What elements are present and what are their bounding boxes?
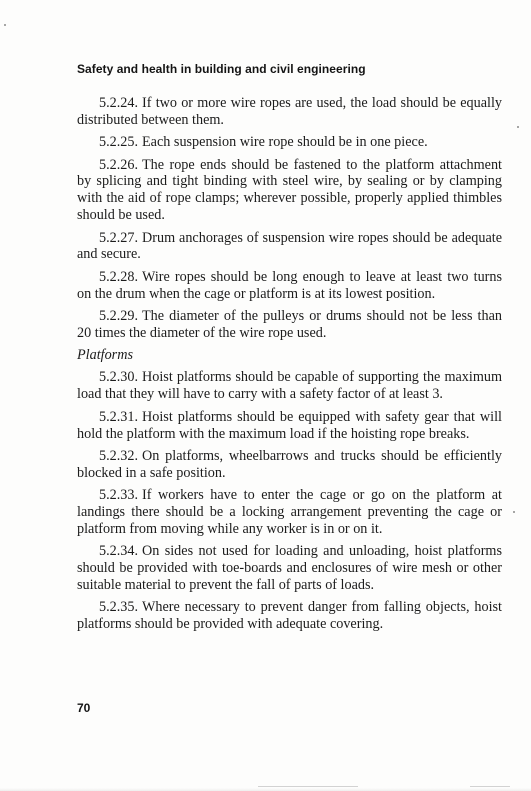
- paragraph-number: 5.2.26.: [99, 156, 139, 173]
- paragraph-5-2-32: [77, 448, 502, 482]
- paragraph-5-2-35: [77, 599, 502, 633]
- paragraph-text: The rope ends should be fastened to the platform attachment by splicing and tight binding with steel wire, by sealing or by clamping with the aid of rope clamps; wherever possible, properly applied thimbles should be used.: [77, 156, 502, 224]
- paragraph-5-2-26: [77, 157, 502, 225]
- paragraph-text: Where necessary to prevent danger from falling objects, hoist platforms should be provided with adequate covering.: [77, 599, 502, 633]
- paragraph-number: 5.2.24.: [99, 95, 139, 111]
- paragraph-number: 5.2.34.: [99, 543, 139, 560]
- paragraph-number: 5.2.31.: [99, 408, 139, 425]
- paragraph-5-2-30: [77, 369, 502, 403]
- paragraph-number: 5.2.32.: [99, 447, 139, 464]
- paragraph-5-2-24: [77, 95, 502, 129]
- paragraph-number: 5.2.25.: [99, 134, 139, 151]
- paragraph-text: Each suspension wire rope should be in one piece.: [142, 134, 428, 151]
- paragraph-5-2-27: [77, 230, 502, 264]
- body-text: [77, 95, 502, 638]
- paragraph-number: 5.2.30.: [99, 369, 139, 386]
- paragraph-5-2-25: [77, 134, 502, 151]
- paragraph-number: 5.2.27.: [99, 229, 139, 246]
- paragraph-number: 5.2.33.: [99, 487, 139, 504]
- paragraph-text: Wire ropes should be long enough to leave at least two turns on the drum when the cage or platform is at its lowest position.: [77, 268, 502, 302]
- paragraph-text: On platforms, wheelbarrows and trucks should be efficiently blocked in a safe position.: [77, 447, 502, 481]
- paragraph-text: If workers have to enter the cage or go on the platform at landings there should be a locking arrangement preventing the cage or platform from moving while any worker is in or on it.: [77, 487, 502, 537]
- scan-speck: [517, 126, 519, 128]
- paragraph-5-2-33: [77, 487, 502, 538]
- paragraph-text: If two or more wire ropes are used, the load should be equally distributed between them.: [77, 95, 502, 128]
- paragraph-5-2-28: [77, 269, 502, 303]
- paragraph-5-2-31: [77, 409, 502, 443]
- paragraph-number: 5.2.28.: [99, 268, 139, 285]
- section-subheading: Platforms: [77, 347, 133, 364]
- paragraph-text: Hoist platforms should be equipped with safety gear that will hold the platform with the maximum load if the hoisting rope breaks.: [77, 408, 502, 442]
- running-head: Safety and health in building and civil engineering: [77, 62, 366, 76]
- paragraph-text: Hoist platforms should be capable of supporting the maximum load that they will have to carry with a safety factor of at least 3.: [77, 369, 502, 403]
- paragraph-text: The diameter of the pulleys or drums should not be less than 20 times the diameter of the wire rope used.: [77, 307, 502, 341]
- paragraph-number: 5.2.35.: [99, 599, 139, 616]
- paragraph-5-2-29: [77, 308, 502, 342]
- paragraph-text: Drum anchorages of suspension wire ropes should be adequate and secure.: [77, 229, 502, 263]
- page-number: 70: [77, 701, 91, 715]
- scan-streak: [258, 786, 358, 787]
- paragraph-5-2-34: [77, 543, 502, 594]
- scan-speck: [513, 511, 515, 513]
- scan-streak: [470, 786, 510, 787]
- scan-speck: [4, 24, 6, 26]
- paragraph-text: On sides not used for loading and unloading, hoist platforms should be provided with toe-boards and enclosures of wire mesh or other suitable material to prevent the fall of parts of loads.: [77, 543, 502, 593]
- paragraph-number: 5.2.29.: [99, 307, 139, 324]
